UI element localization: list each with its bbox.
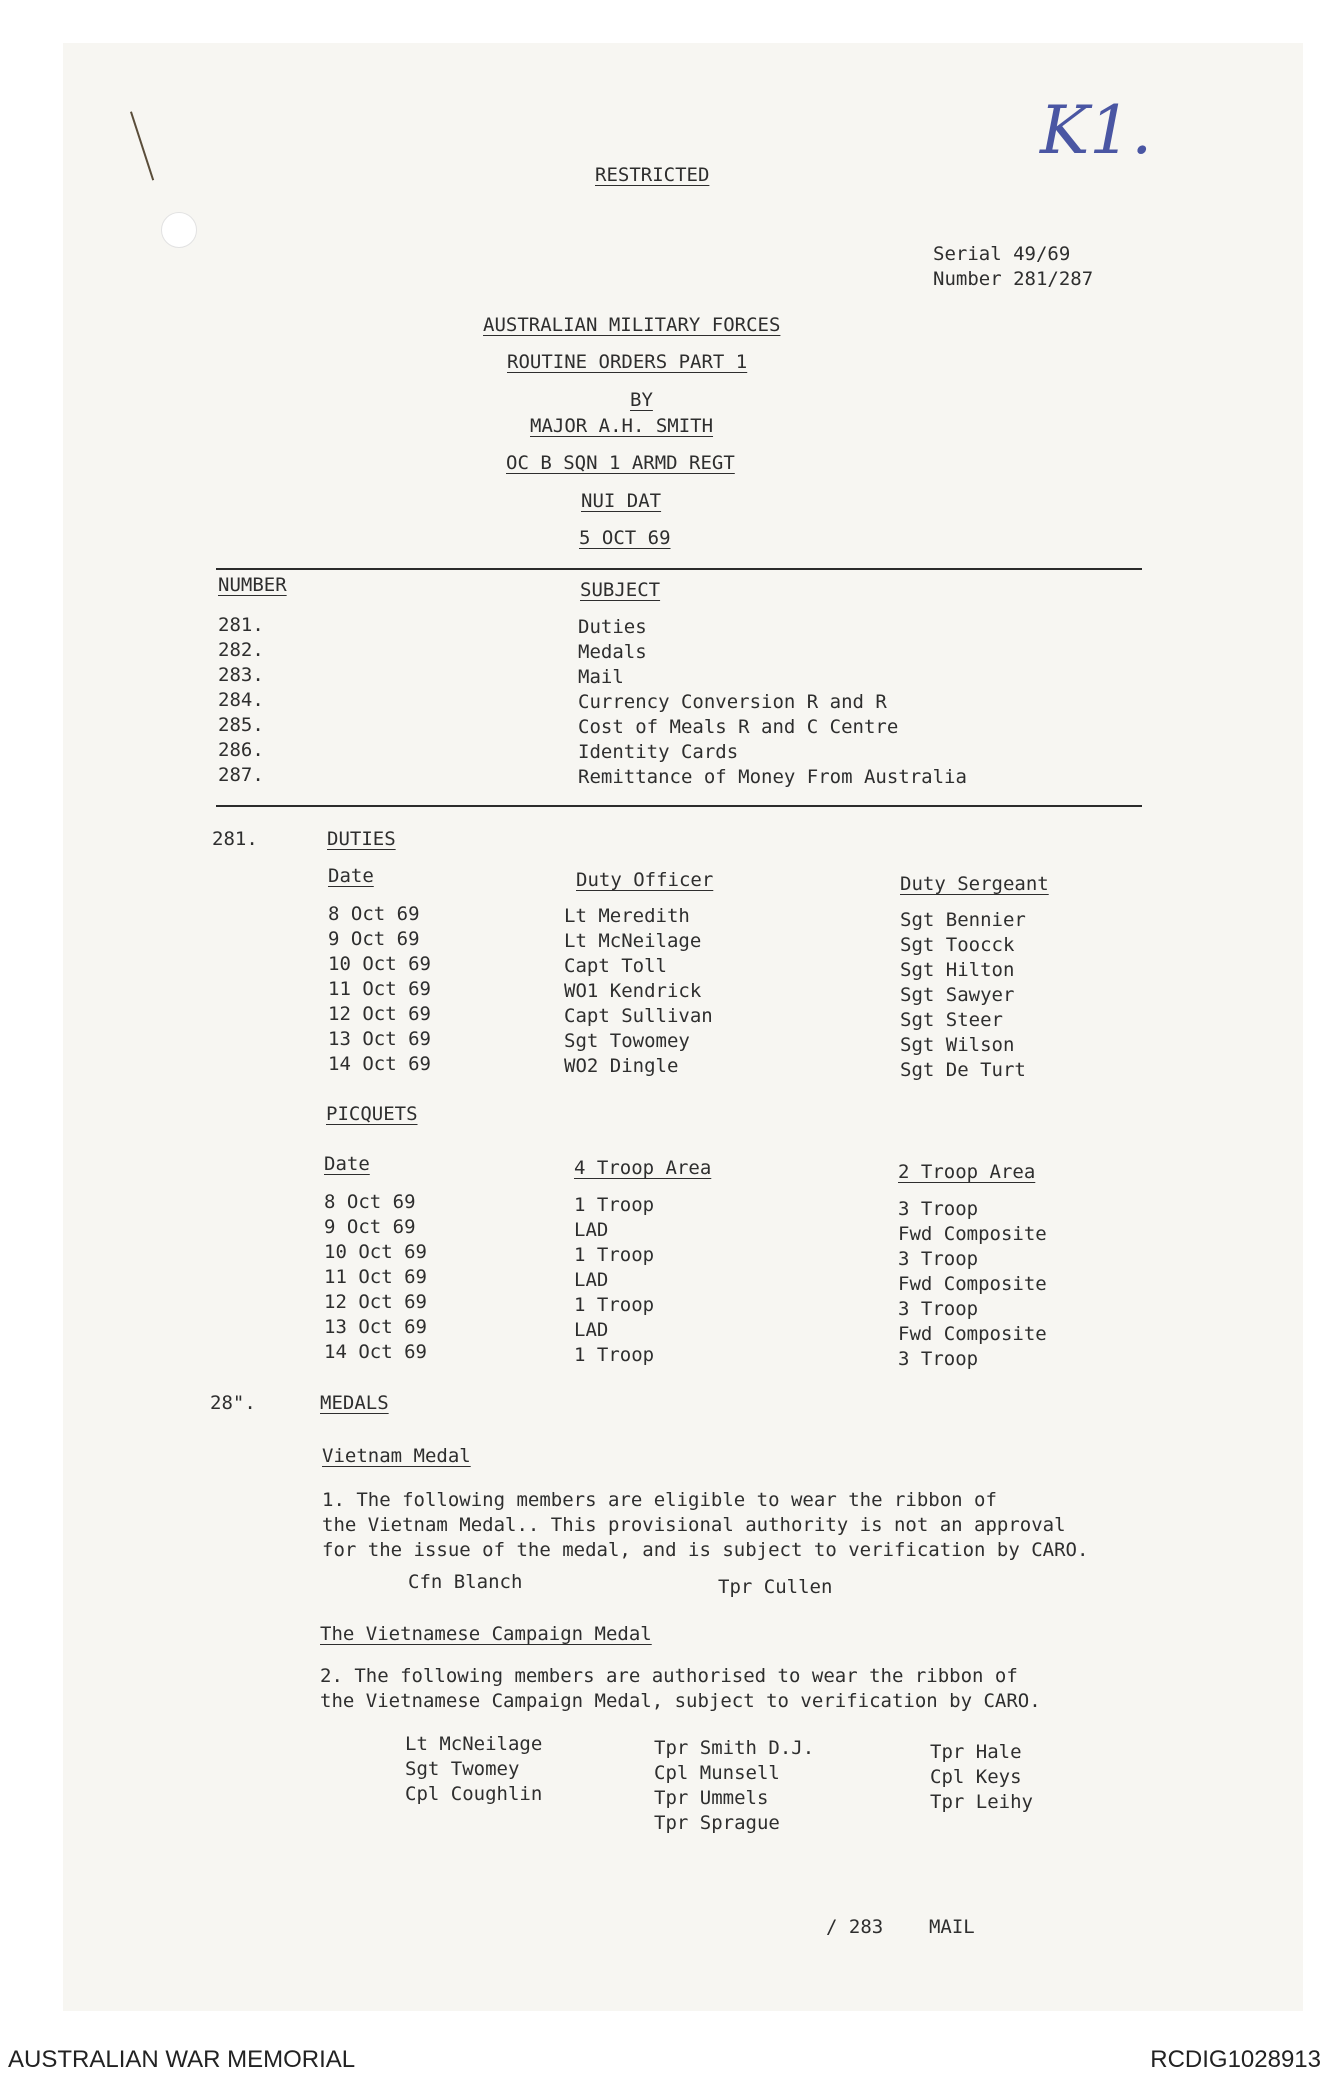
- classification-label: RESTRICTED: [595, 164, 710, 186]
- index-number: 282.: [218, 639, 264, 661]
- picquet-date: 10 Oct 69: [324, 1241, 427, 1263]
- punch-hole: [161, 212, 197, 248]
- duty-officer: Capt Sullivan: [564, 1005, 713, 1027]
- troop4-area-heading: 4 Troop Area: [574, 1157, 712, 1179]
- index-subjects: [578, 615, 967, 790]
- index-number-heading: NUMBER: [218, 574, 287, 596]
- picquet-date: 8 Oct 69: [324, 1191, 416, 1213]
- duties-dates: [328, 902, 431, 1077]
- index-subject-heading: SUBJECT: [580, 579, 661, 601]
- paragraph-line: 1. The following members are eligible to wear the ribbon of: [322, 1489, 997, 1511]
- duty-sergeant: Sgt Toocck: [900, 934, 1015, 956]
- picquet-date: 12 Oct 69: [324, 1291, 427, 1313]
- troop2-assignment: 3 Troop: [898, 1198, 979, 1220]
- duty-date: 8 Oct 69: [328, 903, 420, 925]
- duty-sergeant: Sgt De Turt: [900, 1059, 1026, 1081]
- troop2-assignment: Fwd Composite: [898, 1323, 1047, 1345]
- archive-reference: RCDIG1028913: [1150, 2046, 1321, 2073]
- index-subject: Medals: [578, 641, 647, 663]
- index-number: 285.: [218, 714, 264, 736]
- campaign-members-col2: [654, 1736, 814, 1836]
- duty-officer: Capt Toll: [564, 955, 667, 977]
- campaign-members-col3: [930, 1740, 1033, 1815]
- troop4-assignment: LAD: [574, 1219, 609, 1241]
- troop2-assignment: 3 Troop: [898, 1298, 979, 1320]
- duty-sergeant: Sgt Hilton: [900, 959, 1015, 981]
- picquets-title: PICQUETS: [326, 1103, 418, 1125]
- header-line: NUI DAT: [581, 490, 662, 512]
- picquet-date: 9 Oct 69: [324, 1216, 416, 1238]
- duty-date: 12 Oct 69: [328, 1003, 431, 1025]
- troop4-assignment: 1 Troop: [574, 1344, 655, 1366]
- vietnam-medal-heading: Vietnam Medal: [322, 1445, 471, 1467]
- duties-date-heading: Date: [328, 865, 374, 887]
- header-line: ROUTINE ORDERS PART 1: [507, 351, 748, 373]
- duty-date: 11 Oct 69: [328, 978, 431, 1000]
- duty-sergeant: Sgt Sawyer: [900, 984, 1015, 1006]
- duty-officer-heading: Duty Officer: [576, 869, 714, 891]
- campaign-member: Tpr Ummels: [654, 1787, 769, 1809]
- index-number: 286.: [218, 739, 264, 761]
- margin-note: K1.: [1040, 92, 1153, 169]
- troop4-assignment: 1 Troop: [574, 1194, 655, 1216]
- index-number: 284.: [218, 689, 264, 711]
- index-subject: Currency Conversion R and R: [578, 691, 887, 713]
- troop2-assignment: 3 Troop: [898, 1248, 979, 1270]
- paragraph-line: the Vietnam Medal.. This provisional authority is not an approval: [322, 1514, 1066, 1536]
- picquets-date-heading: Date: [324, 1153, 370, 1175]
- campaign-member: Tpr Hale: [930, 1741, 1022, 1763]
- paragraph-line: 2. The following members are authorised to wear the ribbon of: [320, 1665, 1018, 1687]
- duty-officer: WO2 Dingle: [564, 1055, 679, 1077]
- duty-sergeant: Sgt Bennier: [900, 909, 1026, 931]
- campaign-member: Tpr Leihy: [930, 1791, 1033, 1813]
- troop4-assignments: [574, 1193, 654, 1368]
- campaign-member: Sgt Twomey: [405, 1758, 520, 1780]
- paragraph-line: for the issue of the medal, and is subject to verification by CARO.: [322, 1539, 1089, 1561]
- index-subject: Identity Cards: [578, 741, 739, 763]
- campaign-member: Tpr Smith D.J.: [654, 1737, 815, 1759]
- troop2-area-heading: 2 Troop Area: [898, 1161, 1036, 1183]
- duty-sergeant: Sgt Steer: [900, 1009, 1003, 1031]
- picquet-date: 13 Oct 69: [324, 1316, 427, 1338]
- picquet-date: 14 Oct 69: [324, 1341, 427, 1363]
- vietnam-medal-paragraph: [322, 1488, 1088, 1563]
- vietnam-medal-member: Tpr Cullen: [718, 1576, 833, 1598]
- duty-sergeants: [900, 908, 1026, 1083]
- index-numbers: [218, 613, 264, 788]
- section-number-medals: 28".: [210, 1392, 256, 1414]
- header-line: MAJOR A.H. SMITH: [530, 415, 714, 437]
- duty-date: 10 Oct 69: [328, 953, 431, 975]
- medals-title: MEDALS: [320, 1392, 389, 1414]
- header-line: AUSTRALIAN MILITARY FORCES: [483, 314, 781, 336]
- duty-date: 13 Oct 69: [328, 1028, 431, 1050]
- campaign-medal-heading: The Vietnamese Campaign Medal: [320, 1623, 652, 1645]
- paragraph-line: the Vietnamese Campaign Medal, subject to verification by CARO.: [320, 1690, 1041, 1712]
- duties-title: DUTIES: [327, 828, 396, 850]
- campaign-member: Lt McNeilage: [405, 1733, 543, 1755]
- troop2-assignment: Fwd Composite: [898, 1223, 1047, 1245]
- index-subject: Duties: [578, 616, 647, 638]
- duty-officers: [564, 904, 713, 1079]
- rule-top: [216, 568, 1142, 570]
- duty-officer: Lt McNeilage: [564, 930, 702, 952]
- campaign-medal-paragraph: [320, 1664, 1041, 1714]
- troop2-assignments: [898, 1197, 1047, 1372]
- serial-number: Serial 49/69: [933, 243, 1071, 265]
- order-number-range: Number 281/287: [933, 268, 1094, 290]
- continuation-note: / 283 MAIL: [826, 1916, 975, 1938]
- header-line: 5 OCT 69: [579, 527, 671, 549]
- vietnam-medal-member: Cfn Blanch: [408, 1571, 523, 1593]
- campaign-member: Cpl Munsell: [654, 1762, 780, 1784]
- index-number: 283.: [218, 664, 264, 686]
- campaign-members-col1: [405, 1732, 542, 1807]
- picquet-date: 11 Oct 69: [324, 1266, 427, 1288]
- header-line: OC B SQN 1 ARMD REGT: [506, 452, 735, 474]
- header-line: BY: [630, 389, 653, 411]
- rule-bottom: [216, 805, 1142, 807]
- duty-sergeant-heading: Duty Sergeant: [900, 873, 1049, 895]
- campaign-member: Cpl Keys: [930, 1766, 1022, 1788]
- index-subject: Mail: [578, 666, 624, 688]
- picquet-dates: [324, 1190, 427, 1365]
- section-number-duties: 281.: [212, 828, 258, 850]
- troop4-assignment: 1 Troop: [574, 1294, 655, 1316]
- duty-sergeant: Sgt Wilson: [900, 1034, 1015, 1056]
- troop2-assignment: Fwd Composite: [898, 1273, 1047, 1295]
- troop2-assignment: 3 Troop: [898, 1348, 979, 1370]
- troop4-assignment: LAD: [574, 1319, 609, 1341]
- troop4-assignment: LAD: [574, 1269, 609, 1291]
- duty-officer: Lt Meredith: [564, 905, 690, 927]
- duty-date: 14 Oct 69: [328, 1053, 431, 1075]
- duty-date: 9 Oct 69: [328, 928, 420, 950]
- duty-officer: Sgt Towomey: [564, 1030, 690, 1052]
- index-number: 287.: [218, 764, 264, 786]
- index-subject: Remittance of Money From Australia: [578, 766, 967, 788]
- index-number: 281.: [218, 614, 264, 636]
- troop4-assignment: 1 Troop: [574, 1244, 655, 1266]
- duty-officer: WO1 Kendrick: [564, 980, 702, 1002]
- archive-credit: AUSTRALIAN WAR MEMORIAL: [8, 2046, 356, 2073]
- campaign-member: Tpr Sprague: [654, 1812, 780, 1834]
- campaign-member: Cpl Coughlin: [405, 1783, 543, 1805]
- index-subject: Cost of Meals R and C Centre: [578, 716, 899, 738]
